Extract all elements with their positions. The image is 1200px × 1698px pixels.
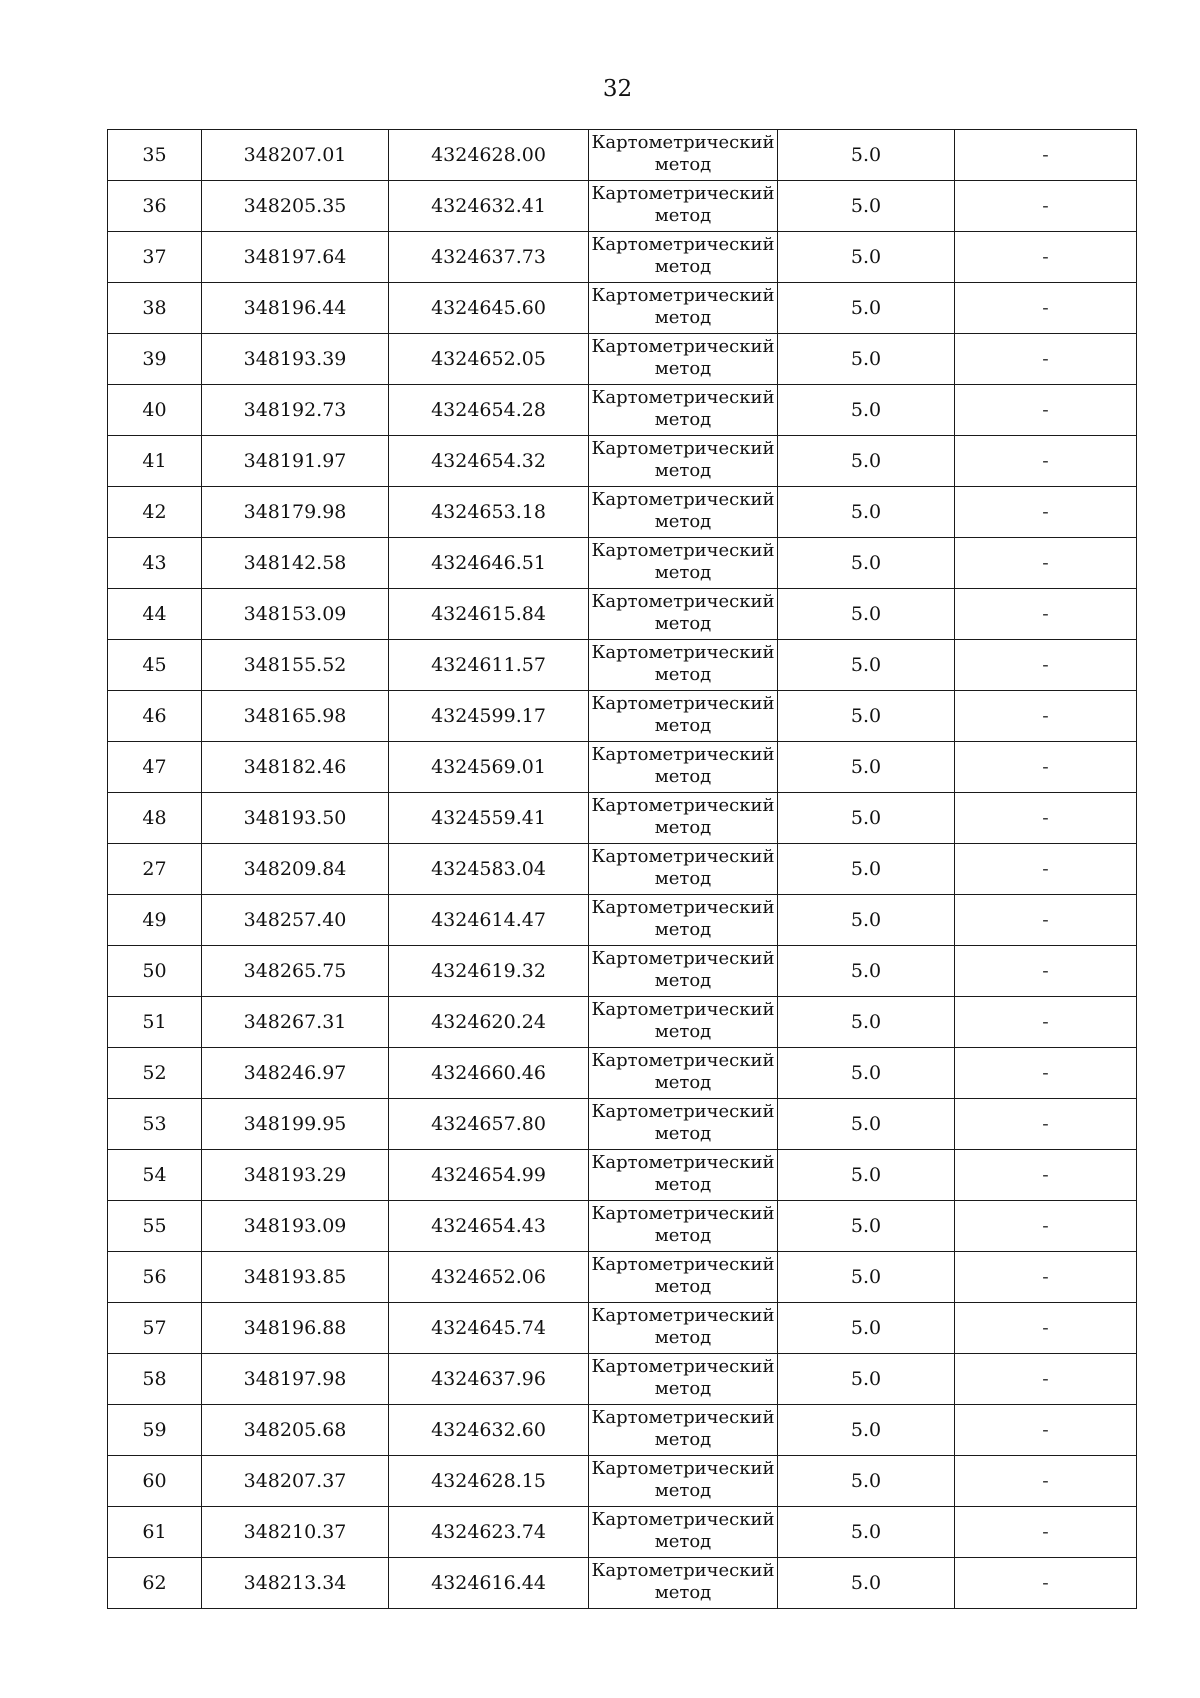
table-row: [108, 946, 1137, 997]
x-coordinate-cell: 348210.37: [202, 1507, 389, 1558]
table-row: [108, 334, 1137, 385]
method-cell: [589, 1150, 778, 1201]
note-cell: -: [955, 1507, 1137, 1558]
method-line-2: метод: [654, 256, 712, 277]
y-coordinate-cell: 4324599.17: [389, 691, 589, 742]
method-line-2: метод: [654, 562, 712, 583]
point-number-cell: 37: [108, 232, 202, 283]
method-line-2: метод: [654, 1378, 712, 1399]
method-line-2: метод: [654, 1531, 712, 1552]
method-cell: [589, 640, 778, 691]
accuracy-cell: 5.0: [778, 589, 955, 640]
method-cell: [589, 1099, 778, 1150]
table-row: [108, 1252, 1137, 1303]
point-number-cell: 45: [108, 640, 202, 691]
accuracy-cell: 5.0: [778, 181, 955, 232]
note-cell: -: [955, 1456, 1137, 1507]
table-row: [108, 385, 1137, 436]
accuracy-cell: 5.0: [778, 844, 955, 895]
accuracy-cell: 5.0: [778, 232, 955, 283]
method-line-1: Картометрический: [591, 183, 775, 204]
method-line-1: Картометрический: [591, 1050, 775, 1071]
method-line-1: Картометрический: [591, 1458, 775, 1479]
table-row: [108, 1507, 1137, 1558]
x-coordinate-cell: 348265.75: [202, 946, 389, 997]
x-coordinate-cell: 348192.73: [202, 385, 389, 436]
note-cell: -: [955, 640, 1137, 691]
method-line-2: метод: [654, 1123, 712, 1144]
note-cell: -: [955, 385, 1137, 436]
y-coordinate-cell: 4324559.41: [389, 793, 589, 844]
table-row: [108, 1303, 1137, 1354]
note-cell: -: [955, 130, 1137, 181]
x-coordinate-cell: 348205.35: [202, 181, 389, 232]
x-coordinate-cell: 348207.01: [202, 130, 389, 181]
method-cell: [589, 793, 778, 844]
table-row: [108, 691, 1137, 742]
method-line-1: Картометрический: [591, 234, 775, 255]
note-cell: -: [955, 436, 1137, 487]
y-coordinate-cell: 4324628.00: [389, 130, 589, 181]
method-line-2: метод: [654, 205, 712, 226]
table-row: [108, 1354, 1137, 1405]
method-cell: [589, 181, 778, 232]
table-row: [108, 997, 1137, 1048]
y-coordinate-cell: 4324615.84: [389, 589, 589, 640]
accuracy-cell: 5.0: [778, 742, 955, 793]
method-cell: [589, 487, 778, 538]
point-number-cell: 39: [108, 334, 202, 385]
y-coordinate-cell: 4324652.06: [389, 1252, 589, 1303]
accuracy-cell: 5.0: [778, 436, 955, 487]
method-line-1: Картометрический: [591, 999, 775, 1020]
y-coordinate-cell: 4324614.47: [389, 895, 589, 946]
point-number-cell: 46: [108, 691, 202, 742]
method-line-2: метод: [654, 1072, 712, 1093]
x-coordinate-cell: 348193.29: [202, 1150, 389, 1201]
page-number: 32: [602, 76, 633, 102]
note-cell: -: [955, 1150, 1137, 1201]
method-line-1: Картометрический: [591, 948, 775, 969]
method-line-1: Картометрический: [591, 132, 775, 153]
method-line-2: метод: [654, 970, 712, 991]
point-number-cell: 53: [108, 1099, 202, 1150]
accuracy-cell: 5.0: [778, 1252, 955, 1303]
table-row: [108, 589, 1137, 640]
method-line-2: метод: [654, 1174, 712, 1195]
method-line-2: метод: [654, 409, 712, 430]
accuracy-cell: 5.0: [778, 334, 955, 385]
note-cell: -: [955, 334, 1137, 385]
y-coordinate-cell: 4324657.80: [389, 1099, 589, 1150]
note-cell: -: [955, 1048, 1137, 1099]
y-coordinate-cell: 4324653.18: [389, 487, 589, 538]
table-row: [108, 1456, 1137, 1507]
point-number-cell: 44: [108, 589, 202, 640]
method-line-2: метод: [654, 460, 712, 481]
accuracy-cell: 5.0: [778, 1303, 955, 1354]
x-coordinate-cell: 348267.31: [202, 997, 389, 1048]
method-cell: [589, 1507, 778, 1558]
point-number-cell: 57: [108, 1303, 202, 1354]
y-coordinate-cell: 4324637.96: [389, 1354, 589, 1405]
point-number-cell: 43: [108, 538, 202, 589]
point-number-cell: 48: [108, 793, 202, 844]
note-cell: -: [955, 895, 1137, 946]
method-line-2: метод: [654, 1021, 712, 1042]
method-line-1: Картометрический: [591, 744, 775, 765]
accuracy-cell: 5.0: [778, 1558, 955, 1609]
method-line-1: Картометрический: [591, 846, 775, 867]
y-coordinate-cell: 4324654.32: [389, 436, 589, 487]
accuracy-cell: 5.0: [778, 793, 955, 844]
method-cell: [589, 1201, 778, 1252]
x-coordinate-cell: 348196.88: [202, 1303, 389, 1354]
method-line-1: Картометрический: [591, 642, 775, 663]
method-line-1: Картометрический: [591, 387, 775, 408]
accuracy-cell: 5.0: [778, 1507, 955, 1558]
point-number-cell: 61: [108, 1507, 202, 1558]
method-line-1: Картометрический: [591, 1101, 775, 1122]
table-row: [108, 1201, 1137, 1252]
x-coordinate-cell: 348213.34: [202, 1558, 389, 1609]
method-line-1: Картометрический: [591, 1152, 775, 1173]
x-coordinate-cell: 348165.98: [202, 691, 389, 742]
x-coordinate-cell: 348182.46: [202, 742, 389, 793]
note-cell: -: [955, 181, 1137, 232]
method-cell: [589, 997, 778, 1048]
point-number-cell: 54: [108, 1150, 202, 1201]
note-cell: -: [955, 1354, 1137, 1405]
x-coordinate-cell: 348179.98: [202, 487, 389, 538]
method-line-1: Картометрический: [591, 1203, 775, 1224]
point-number-cell: 49: [108, 895, 202, 946]
point-number-cell: 47: [108, 742, 202, 793]
method-line-2: метод: [654, 511, 712, 532]
y-coordinate-cell: 4324611.57: [389, 640, 589, 691]
accuracy-cell: 5.0: [778, 997, 955, 1048]
point-number-cell: 41: [108, 436, 202, 487]
accuracy-cell: 5.0: [778, 1099, 955, 1150]
accuracy-cell: 5.0: [778, 1405, 955, 1456]
y-coordinate-cell: 4324632.41: [389, 181, 589, 232]
method-line-1: Картометрический: [591, 1305, 775, 1326]
method-line-2: метод: [654, 154, 712, 175]
note-cell: -: [955, 589, 1137, 640]
accuracy-cell: 5.0: [778, 487, 955, 538]
table-row: [108, 436, 1137, 487]
method-line-1: Картометрический: [591, 285, 775, 306]
method-line-1: Картометрический: [591, 336, 775, 357]
y-coordinate-cell: 4324645.74: [389, 1303, 589, 1354]
table-row: [108, 1099, 1137, 1150]
y-coordinate-cell: 4324654.28: [389, 385, 589, 436]
method-line-2: метод: [654, 664, 712, 685]
y-coordinate-cell: 4324583.04: [389, 844, 589, 895]
x-coordinate-cell: 348191.97: [202, 436, 389, 487]
method-line-1: Картометрический: [591, 1407, 775, 1428]
accuracy-cell: 5.0: [778, 1048, 955, 1099]
method-cell: [589, 1303, 778, 1354]
method-cell: [589, 283, 778, 334]
method-cell: [589, 1405, 778, 1456]
note-cell: -: [955, 1099, 1137, 1150]
accuracy-cell: 5.0: [778, 640, 955, 691]
method-line-1: Картометрический: [591, 693, 775, 714]
note-cell: -: [955, 1303, 1137, 1354]
point-number-cell: 36: [108, 181, 202, 232]
method-line-1: Картометрический: [591, 540, 775, 561]
method-line-2: метод: [654, 358, 712, 379]
y-coordinate-cell: 4324632.60: [389, 1405, 589, 1456]
table-row: [108, 742, 1137, 793]
x-coordinate-cell: 348193.85: [202, 1252, 389, 1303]
y-coordinate-cell: 4324652.05: [389, 334, 589, 385]
point-number-cell: 52: [108, 1048, 202, 1099]
x-coordinate-cell: 348197.98: [202, 1354, 389, 1405]
point-number-cell: 38: [108, 283, 202, 334]
table-row: [108, 844, 1137, 895]
accuracy-cell: 5.0: [778, 538, 955, 589]
method-line-1: Картометрический: [591, 438, 775, 459]
y-coordinate-cell: 4324637.73: [389, 232, 589, 283]
method-line-1: Картометрический: [591, 1560, 775, 1581]
point-number-cell: 27: [108, 844, 202, 895]
table-row: [108, 895, 1137, 946]
accuracy-cell: 5.0: [778, 895, 955, 946]
method-cell: [589, 589, 778, 640]
method-line-1: Картометрический: [591, 489, 775, 510]
method-line-2: метод: [654, 1429, 712, 1450]
y-coordinate-cell: 4324646.51: [389, 538, 589, 589]
table-row: [108, 1405, 1137, 1456]
method-cell: [589, 946, 778, 997]
x-coordinate-cell: 348205.68: [202, 1405, 389, 1456]
method-line-2: метод: [654, 868, 712, 889]
accuracy-cell: 5.0: [778, 691, 955, 742]
note-cell: -: [955, 1201, 1137, 1252]
point-number-cell: 60: [108, 1456, 202, 1507]
x-coordinate-cell: 348197.64: [202, 232, 389, 283]
x-coordinate-cell: 348257.40: [202, 895, 389, 946]
method-cell: [589, 334, 778, 385]
point-number-cell: 42: [108, 487, 202, 538]
x-coordinate-cell: 348193.50: [202, 793, 389, 844]
method-line-2: метод: [654, 1480, 712, 1501]
method-cell: [589, 436, 778, 487]
note-cell: -: [955, 793, 1137, 844]
point-number-cell: 50: [108, 946, 202, 997]
method-cell: [589, 538, 778, 589]
point-number-cell: 40: [108, 385, 202, 436]
table-row: [108, 283, 1137, 334]
accuracy-cell: 5.0: [778, 1354, 955, 1405]
method-cell: [589, 385, 778, 436]
y-coordinate-cell: 4324628.15: [389, 1456, 589, 1507]
x-coordinate-cell: 348155.52: [202, 640, 389, 691]
accuracy-cell: 5.0: [778, 1201, 955, 1252]
table-row: [108, 487, 1137, 538]
table-row: [108, 232, 1137, 283]
table-row: [108, 1558, 1137, 1609]
method-line-2: метод: [654, 1582, 712, 1603]
method-cell: [589, 1558, 778, 1609]
method-line-2: метод: [654, 1327, 712, 1348]
y-coordinate-cell: 4324623.74: [389, 1507, 589, 1558]
method-line-1: Картометрический: [591, 795, 775, 816]
x-coordinate-cell: 348193.39: [202, 334, 389, 385]
method-line-2: метод: [654, 715, 712, 736]
note-cell: -: [955, 742, 1137, 793]
note-cell: -: [955, 487, 1137, 538]
table-row: [108, 1048, 1137, 1099]
accuracy-cell: 5.0: [778, 1456, 955, 1507]
method-line-1: Картометрический: [591, 1254, 775, 1275]
point-number-cell: 59: [108, 1405, 202, 1456]
x-coordinate-cell: 348246.97: [202, 1048, 389, 1099]
method-line-1: Картометрический: [591, 1356, 775, 1377]
method-cell: [589, 742, 778, 793]
point-number-cell: 55: [108, 1201, 202, 1252]
method-cell: [589, 691, 778, 742]
note-cell: -: [955, 1558, 1137, 1609]
table-row: [108, 640, 1137, 691]
accuracy-cell: 5.0: [778, 1150, 955, 1201]
method-line-2: метод: [654, 817, 712, 838]
x-coordinate-cell: 348196.44: [202, 283, 389, 334]
x-coordinate-cell: 348153.09: [202, 589, 389, 640]
x-coordinate-cell: 348142.58: [202, 538, 389, 589]
note-cell: -: [955, 844, 1137, 895]
table-row: [108, 1150, 1137, 1201]
method-line-2: метод: [654, 919, 712, 940]
y-coordinate-cell: 4324660.46: [389, 1048, 589, 1099]
method-line-1: Картометрический: [591, 897, 775, 918]
note-cell: -: [955, 946, 1137, 997]
accuracy-cell: 5.0: [778, 385, 955, 436]
method-line-2: метод: [654, 766, 712, 787]
method-cell: [589, 130, 778, 181]
method-line-2: метод: [654, 613, 712, 634]
y-coordinate-cell: 4324654.99: [389, 1150, 589, 1201]
point-number-cell: 35: [108, 130, 202, 181]
method-line-2: метод: [654, 1225, 712, 1246]
note-cell: -: [955, 232, 1137, 283]
method-cell: [589, 232, 778, 283]
coordinates-table-body: [108, 130, 1137, 1609]
note-cell: -: [955, 997, 1137, 1048]
method-cell: [589, 1048, 778, 1099]
method-cell: [589, 1354, 778, 1405]
note-cell: -: [955, 538, 1137, 589]
method-line-2: метод: [654, 307, 712, 328]
table-row: [108, 793, 1137, 844]
accuracy-cell: 5.0: [778, 946, 955, 997]
method-cell: [589, 895, 778, 946]
y-coordinate-cell: 4324645.60: [389, 283, 589, 334]
note-cell: -: [955, 691, 1137, 742]
point-number-cell: 62: [108, 1558, 202, 1609]
method-line-1: Картометрический: [591, 591, 775, 612]
table-row: [108, 181, 1137, 232]
point-number-cell: 58: [108, 1354, 202, 1405]
y-coordinate-cell: 4324620.24: [389, 997, 589, 1048]
y-coordinate-cell: 4324619.32: [389, 946, 589, 997]
accuracy-cell: 5.0: [778, 130, 955, 181]
note-cell: -: [955, 1252, 1137, 1303]
table-row: [108, 130, 1137, 181]
method-cell: [589, 844, 778, 895]
y-coordinate-cell: 4324569.01: [389, 742, 589, 793]
y-coordinate-cell: 4324654.43: [389, 1201, 589, 1252]
accuracy-cell: 5.0: [778, 283, 955, 334]
note-cell: -: [955, 283, 1137, 334]
point-number-cell: 56: [108, 1252, 202, 1303]
table-row: [108, 538, 1137, 589]
x-coordinate-cell: 348199.95: [202, 1099, 389, 1150]
x-coordinate-cell: 348209.84: [202, 844, 389, 895]
method-line-2: метод: [654, 1276, 712, 1297]
x-coordinate-cell: 348207.37: [202, 1456, 389, 1507]
x-coordinate-cell: 348193.09: [202, 1201, 389, 1252]
y-coordinate-cell: 4324616.44: [389, 1558, 589, 1609]
point-number-cell: 51: [108, 997, 202, 1048]
method-line-1: Картометрический: [591, 1509, 775, 1530]
note-cell: -: [955, 1405, 1137, 1456]
method-cell: [589, 1456, 778, 1507]
method-cell: [589, 1252, 778, 1303]
coordinates-table: [107, 129, 1137, 1609]
